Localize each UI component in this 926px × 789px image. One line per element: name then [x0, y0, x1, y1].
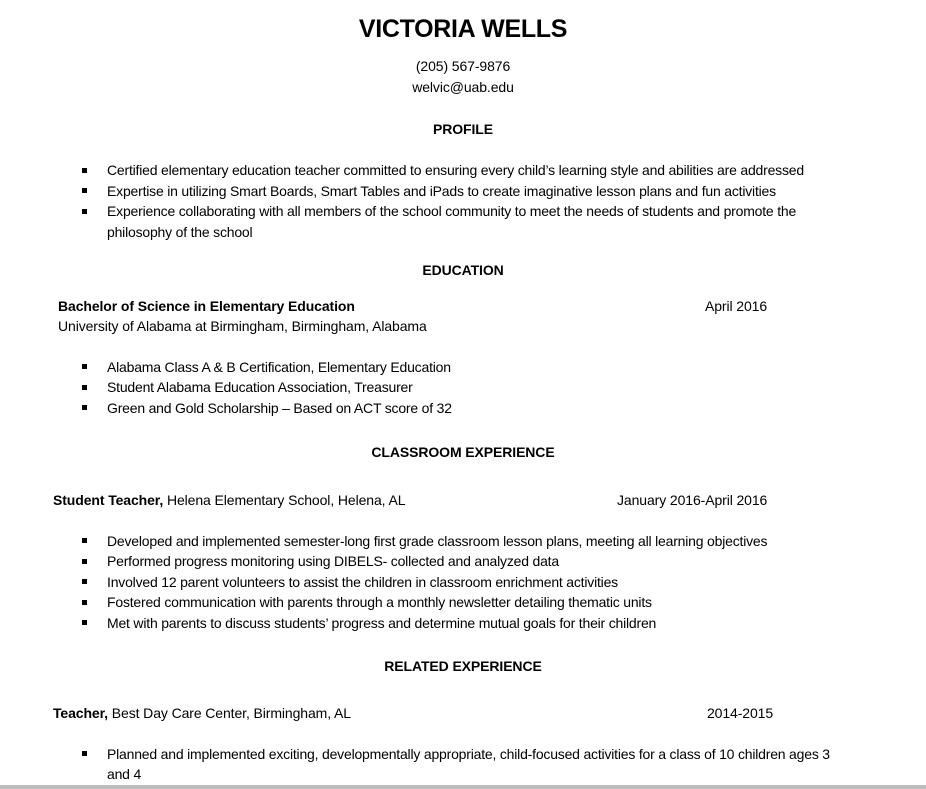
list-item [107, 572, 887, 593]
bullet-square-icon [82, 579, 87, 584]
list-item-text: Performed progress monitoring using DIBELS- collected and analyzed data [107, 553, 559, 569]
section-heading: CLASSROOM EXPERIENCE [371, 444, 555, 460]
list-item [107, 398, 887, 419]
bullet-list [107, 744, 887, 785]
bullet-square-icon [82, 751, 87, 756]
contact-phone: (205) 567-9876 [415, 58, 511, 74]
list-item-text: Certified elementary education teacher committed to ensuring every child’s learning style and abilities are addressed [107, 162, 804, 178]
bullet-list [107, 357, 887, 419]
list-item-text: Experience collaborating with all members of the school community to meet the needs of students and promote the philosophy of the school [107, 203, 797, 240]
contact-email: welvic@uab.edu [412, 78, 514, 95]
list-item-text: Student Alabama Education Association, Treasurer [107, 379, 413, 395]
education-entry [0, 296, 926, 317]
list-item-text: Developed and implemented semester-long first grade classroom lesson plans, meeting all learning objectives [107, 532, 768, 549]
job-title-bold: Student Teacher, [53, 491, 164, 508]
bullet-square-icon [82, 364, 87, 369]
bullet-square-icon [82, 188, 87, 193]
bullet-square-icon [82, 620, 87, 625]
section-profile [0, 119, 926, 242]
job-title [53, 490, 405, 511]
bullet-square-icon [82, 405, 87, 410]
list-item [107, 592, 887, 613]
list-item-text: Expertise in utilizing Smart Boards, Smart Tables and iPads to create imaginative lesson plans and fun activities [107, 182, 776, 199]
list-item [107, 357, 887, 378]
job-title-detail: Best Day Care Center, Birmingham, AL [107, 704, 351, 721]
list-item [107, 181, 887, 202]
bullet-square-icon [82, 538, 87, 543]
bullet-list [107, 160, 887, 242]
entry-date: April 2016 [705, 297, 768, 314]
job-entry [0, 490, 926, 511]
degree-title [58, 296, 355, 317]
bullet-square-icon [82, 168, 87, 173]
bullet-square-icon [82, 385, 87, 390]
bullet-list [107, 531, 887, 634]
section-classroom-experience [0, 442, 926, 633]
list-item-text: Green and Gold Scholarship – Based on ACT score of 32 [107, 399, 452, 416]
list-item [107, 201, 847, 242]
section-education [0, 260, 926, 419]
job-title [53, 703, 351, 724]
section-heading: EDUCATION [422, 261, 504, 278]
list-item [107, 160, 887, 181]
list-item-text: Involved 12 parent volunteers to assist the children in classroom enrichment activities [107, 573, 618, 590]
bullet-square-icon [82, 209, 87, 214]
list-item-text: Alabama Class A & B Certification, Elementary Education [107, 358, 451, 375]
page-bottom-edge [0, 785, 926, 789]
list-item-text: Fostered communication with parents through a monthly newsletter detailing thematic units [107, 594, 652, 610]
list-item [107, 531, 887, 552]
list-item [107, 744, 847, 785]
page-title: VICTORIA WELLS [358, 15, 568, 43]
list-item [107, 377, 887, 398]
list-item-text: Met with parents to discuss students’ progress and determine mutual goals for their children [107, 614, 657, 631]
entry-date: 2014-2015 [707, 704, 774, 721]
section-heading: RELATED EXPERIENCE [384, 658, 542, 674]
list-item [107, 551, 887, 572]
section-heading: PROFILE [433, 121, 493, 137]
section-related-experience [0, 656, 926, 785]
job-title-bold: Teacher, [53, 704, 108, 721]
list-item-text: Planned and implemented exciting, developmentally appropriate, child-focused activities for a class of 10 children ages 3 and 4 [107, 745, 830, 782]
degree-title-bold: Bachelor of Science in Elementary Education [58, 297, 355, 314]
bullet-square-icon [82, 559, 87, 564]
school-name: University of Alabama at Birmingham, Birmingham, Alabama [58, 318, 427, 334]
job-entry [0, 703, 926, 724]
job-title-detail: Helena Elementary School, Helena, AL [163, 491, 406, 508]
entry-date: January 2016-April 2016 [617, 491, 768, 508]
bullet-square-icon [82, 600, 87, 605]
list-item [107, 613, 887, 634]
